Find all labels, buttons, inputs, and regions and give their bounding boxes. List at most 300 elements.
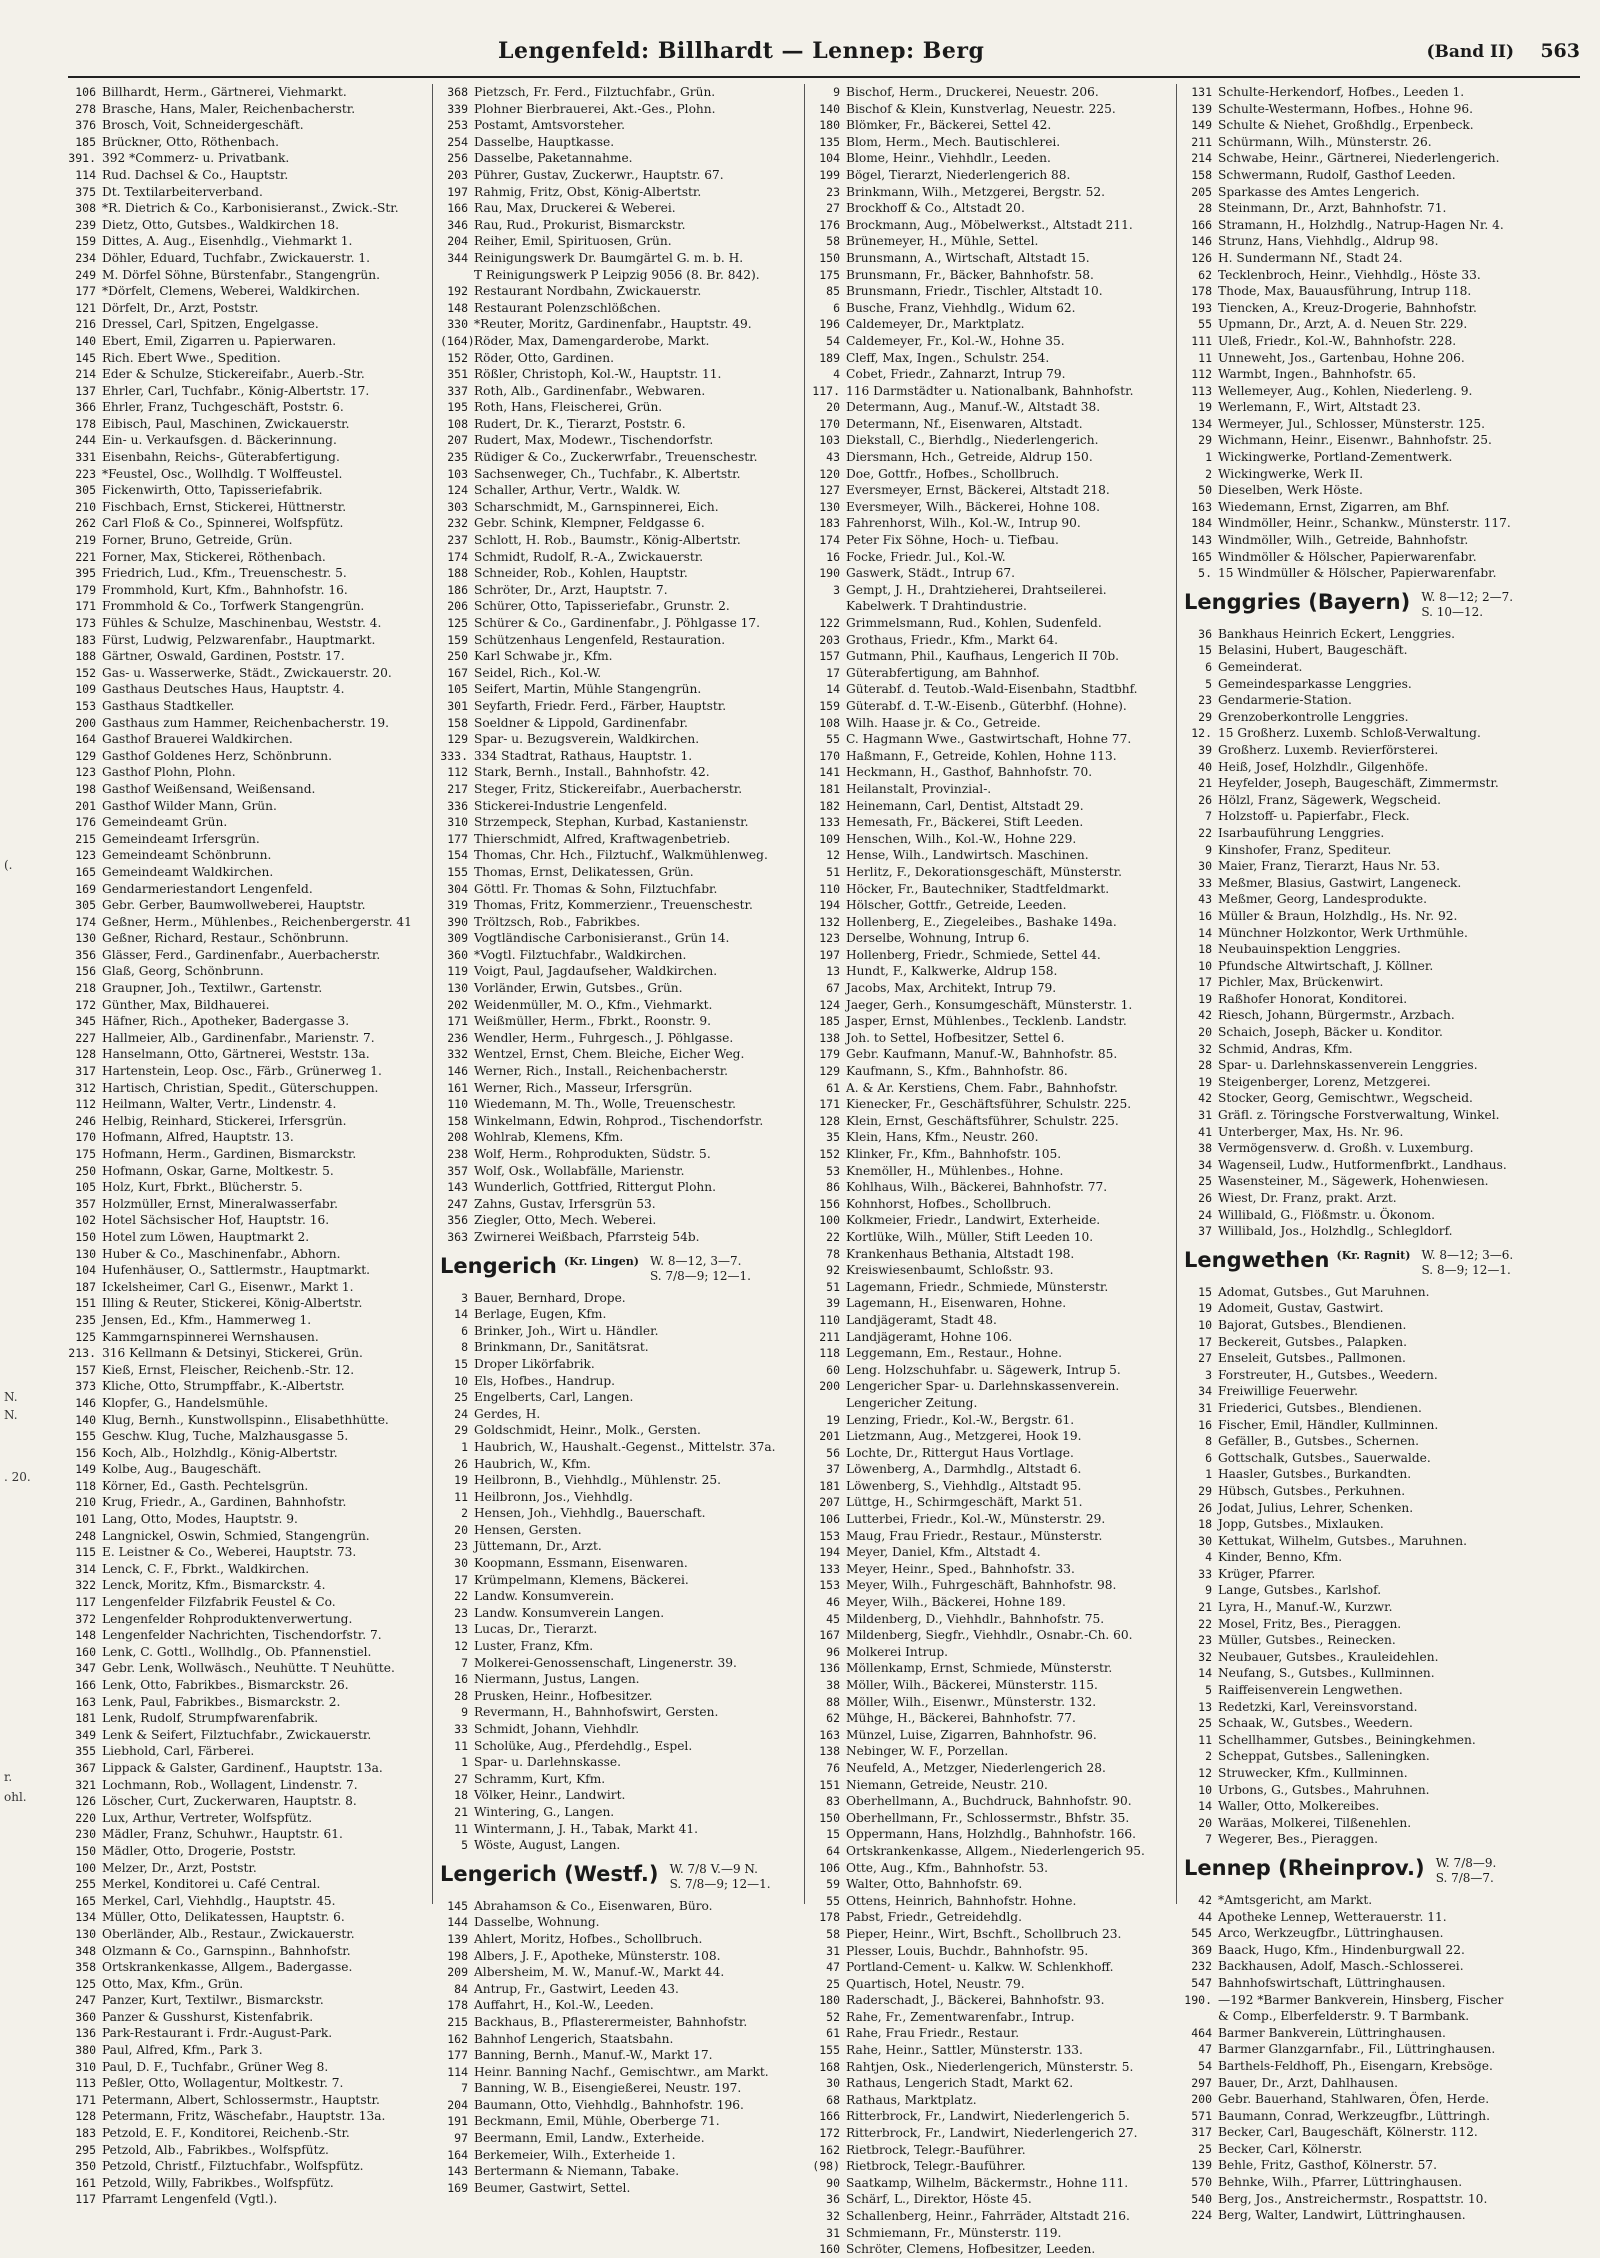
subscriber-entry: Haßmann, F., Getreide, Kohlen, Hohne 113. xyxy=(846,748,1117,763)
list-item xyxy=(440,1555,796,1572)
list-item xyxy=(68,2142,424,2159)
subscriber-entry: Berg, Jos., Anstreichermstr., Rospattstr. 10. xyxy=(1218,2191,1488,2206)
list-item xyxy=(68,1976,424,1993)
subscriber-entry: Lagemann, H., Eisenwaren, Hohne. xyxy=(846,1296,1067,1311)
phone-number: 2 xyxy=(461,1506,468,1521)
subscriber-entry: Möller, Wilh., Bäckerei, Münsterstr. 115. xyxy=(846,1678,1098,1692)
subscriber-entry: Körner, Ed., Gasth. Pechtelsgrün. xyxy=(102,1478,309,1493)
phone-number: 24 xyxy=(454,1406,468,1421)
phone-number: 170 xyxy=(819,748,840,763)
subscriber-entry: Heilanstalt, Provinzial-. xyxy=(846,781,992,796)
phone-number: 150 xyxy=(819,250,840,265)
subscriber-entry: Dasselbe, Paketannahme. xyxy=(474,151,633,166)
subscriber-entry: Riesch, Johann, Bürgermstr., Arzbach. xyxy=(1218,1008,1455,1023)
subscriber-entry: Ebert, Emil, Zigarren u. Papierwaren. xyxy=(102,333,337,348)
subscriber-entry: Günther, Max, Bildhauerei. xyxy=(102,997,270,1012)
phone-number: 305 xyxy=(75,483,96,498)
phone-number: 190. xyxy=(1184,1992,1212,2007)
subscriber-entry: Backhaus, B., Pflasterermeister, Bahnhofstr. xyxy=(474,2014,748,2029)
phone-number: 160 xyxy=(819,2242,840,2257)
subscriber-entry: Gasthof Plohn, Plohn. xyxy=(102,765,236,780)
list-item xyxy=(1184,1157,1540,1174)
phone-number: 127 xyxy=(819,483,840,498)
subscriber-entry: Löscher, Curt, Zuckerwaren, Hauptstr. 8. xyxy=(102,1794,357,1809)
phone-number: 232 xyxy=(447,516,468,531)
list-item xyxy=(1184,1107,1540,1124)
list-item xyxy=(68,366,424,383)
list-item xyxy=(68,134,424,151)
subscriber-entry: Hotel Sächsischer Hof, Hauptstr. 16. xyxy=(102,1213,330,1228)
subscriber-entry: Antrup, Fr., Gastwirt, Leeden 43. xyxy=(474,1981,679,1996)
subscriber-entry: Hundt, F., Kalkwerke, Aldrup 158. xyxy=(846,964,1058,979)
list-item xyxy=(440,1522,796,1539)
subscriber-entry: Schulte-Herkendorf, Hofbes., Leeden 1. xyxy=(1218,85,1465,99)
subscriber-entry: Berg, Walter, Landwirt, Lüttringhausen. xyxy=(1218,2208,1466,2223)
subscriber-entry: Rich. Ebert Wwe., Spedition. xyxy=(102,350,281,365)
list-item xyxy=(1184,991,1540,1008)
phone-number: 331 xyxy=(75,450,96,465)
subscriber-entry: Seidel, Rich., Kol.-W. xyxy=(474,665,602,680)
subscriber-entry: Blome, Heinr., Viehhdlr., Leeden. xyxy=(846,151,1051,166)
subscriber-entry: Münzel, Luise, Zigarren, Bahnhofstr. 96. xyxy=(846,1727,1097,1742)
list-item xyxy=(68,897,424,914)
phone-number: 167 xyxy=(447,665,468,680)
list-item xyxy=(1184,1090,1540,1107)
phone-number: 234 xyxy=(75,250,96,265)
subscriber-entry: Blömker, Fr., Bäckerei, Settel 42. xyxy=(846,118,1052,133)
phone-number: 20 xyxy=(1198,1025,1212,1040)
list-item xyxy=(68,1262,424,1279)
list-item xyxy=(1184,101,1540,118)
phone-number: 32 xyxy=(826,2209,840,2223)
subscriber-entry: Apotheke Lennep, Wetterauerstr. 11. xyxy=(1218,1909,1447,1924)
list-item xyxy=(812,383,1168,400)
phone-number: 26 xyxy=(454,1456,468,1471)
phone-number: 121 xyxy=(75,300,96,315)
list-item xyxy=(440,648,796,665)
list-item xyxy=(812,1163,1168,1180)
list-item xyxy=(1184,200,1540,217)
list-item xyxy=(1184,2058,1540,2075)
subscriber-entry: Bauer, Bernhard, Drope. xyxy=(474,1290,626,1305)
list-item xyxy=(812,466,1168,483)
phone-number: 22 xyxy=(1198,825,1212,840)
list-item xyxy=(812,316,1168,333)
phone-number: 305 xyxy=(75,898,96,913)
phone-number: 571 xyxy=(1191,2108,1212,2123)
phone-number: 390 xyxy=(447,914,468,929)
phone-number: 103 xyxy=(819,433,840,448)
phone-number: 112 xyxy=(447,765,468,780)
phone-number: 11 xyxy=(454,1821,468,1836)
phone-number: 114 xyxy=(75,167,96,182)
subscriber-entry: Großherz. Luxemb. Revierförsterei. xyxy=(1218,742,1439,757)
subscriber-entry: Kabelwerk. T Drahtindustrie. xyxy=(846,599,1027,614)
list-item xyxy=(812,814,1168,831)
subscriber-entry: *Amtsgericht, am Markt. xyxy=(1218,1892,1373,1907)
list-item xyxy=(812,1063,1168,1080)
phone-number: 118 xyxy=(819,1346,840,1361)
list-item xyxy=(440,1655,796,1672)
list-item xyxy=(812,2025,1168,2042)
list-item xyxy=(440,84,796,101)
list-item xyxy=(1184,184,1540,201)
phone-number: 11 xyxy=(454,1738,468,1753)
phone-number: 125 xyxy=(75,1976,96,1991)
subscriber-entry: Rüdiger & Co., Zuckerwrfabr., Treuenschestr. xyxy=(474,450,758,465)
phone-number: 42 xyxy=(1198,1892,1212,1907)
phone-number: 14 xyxy=(826,682,840,697)
phone-number: 570 xyxy=(1191,2175,1212,2190)
phone-number: 332 xyxy=(447,1047,468,1062)
subscriber-entry: Hübsch, Gutsbes., Perkuhnen. xyxy=(1218,1483,1406,1498)
list-item xyxy=(68,1743,424,1760)
list-item xyxy=(812,1146,1168,1163)
subscriber-entry: Haubrich, W., Kfm. xyxy=(474,1456,591,1471)
subscriber-entry: Walter, Otto, Bahnhofstr. 69. xyxy=(846,1877,1023,1892)
phone-number: 180 xyxy=(819,118,840,133)
list-item xyxy=(1184,709,1540,726)
subscriber-entry: Rahe, Frau Friedr., Restaur. xyxy=(846,2026,1020,2041)
list-item xyxy=(440,1821,796,1838)
list-item xyxy=(1184,350,1540,367)
list-item xyxy=(1184,1632,1540,1649)
subscriber-entry: Ottens, Heinrich, Bahnhofstr. Hohne. xyxy=(846,1893,1077,1908)
phone-number: 238 xyxy=(447,1147,468,1161)
phone-number: 19 xyxy=(1198,1301,1212,1316)
phone-number: 153 xyxy=(819,1578,840,1593)
subscriber-entry: *R. Dietrich & Co., Karbonisieranst., Zwick.-Str. xyxy=(102,201,399,216)
phone-number: 183 xyxy=(75,2126,96,2141)
phone-number: 169 xyxy=(75,881,96,896)
subscriber-entry: Rathaus, Marktplatz. xyxy=(846,2092,977,2107)
list-item xyxy=(812,2042,1168,2059)
subscriber-entry: Lippack & Galster, Gardinenf., Hauptstr. 13a. xyxy=(102,1760,383,1775)
phone-number: 148 xyxy=(75,1628,96,1643)
list-item xyxy=(1184,1124,1540,1141)
list-item xyxy=(1184,1925,1540,1942)
phone-number: 26 xyxy=(1198,1191,1212,1205)
list-item xyxy=(1184,2025,1540,2042)
subscriber-entry: Fischbach, Ernst, Stickerei, Hüttnerstr. xyxy=(102,499,347,514)
list-item xyxy=(68,1893,424,1910)
phone-number: 5 xyxy=(1205,676,1212,691)
phone-number: 30 xyxy=(454,1556,468,1571)
phone-number: 22 xyxy=(1198,1616,1212,1631)
list-item xyxy=(440,250,796,267)
phone-number: 230 xyxy=(75,1827,96,1842)
list-item xyxy=(68,2125,424,2142)
subscriber-entry: Brinker, Joh., Wirt u. Händler. xyxy=(474,1323,659,1338)
list-item xyxy=(440,1914,796,1931)
list-item xyxy=(1184,1074,1540,1091)
list-item xyxy=(440,217,796,234)
list-item xyxy=(68,2042,424,2059)
list-item xyxy=(440,2080,796,2097)
list-item xyxy=(812,1262,1168,1279)
subscriber-entry: Hölscher, Gottfr., Getreide, Leeden. xyxy=(846,898,1067,913)
phone-number: 31 xyxy=(826,2225,840,2240)
list-item xyxy=(1184,267,1540,284)
list-item xyxy=(440,1406,796,1423)
list-item xyxy=(1184,1566,1540,1583)
subscriber-entry: Ritterbrock, Fr., Landwirt, Niederlengerich 5. xyxy=(846,2109,1130,2124)
phone-number: 171 xyxy=(75,2092,96,2107)
list-item xyxy=(440,582,796,599)
subscriber-entry: Panzer & Gusshurst, Kistenfabrik. xyxy=(102,2009,314,2024)
subscriber-entry: Waräas, Molkerei, Tilßenehlen. xyxy=(1218,1815,1412,1830)
phone-number: 303 xyxy=(447,499,468,514)
subscriber-entry: Meyer, Wilh., Bäckerei, Hohne 189. xyxy=(846,1595,1066,1610)
subscriber-entry: Landjägeramt, Hohne 106. xyxy=(846,1329,1013,1344)
list-item xyxy=(812,1677,1168,1694)
list-item xyxy=(68,184,424,201)
phone-number: 51 xyxy=(826,1279,840,1294)
phone-number: 160 xyxy=(75,1644,96,1659)
list-item xyxy=(812,963,1168,980)
subscriber-entry: Jodat, Julius, Lehrer, Schenken. xyxy=(1218,1500,1414,1515)
subscriber-entry: Spar- u. Bezugsverein, Waldkirchen. xyxy=(474,732,700,747)
subscriber-entry: Holzstoff- u. Papierfabr., Fleck. xyxy=(1218,809,1410,824)
list-item xyxy=(812,250,1168,267)
subscriber-entry: Rau, Rud., Prokurist, Bismarckstr. xyxy=(474,217,686,232)
phone-number: 174 xyxy=(819,533,840,548)
phone-number: 18 xyxy=(1198,1517,1212,1532)
subscriber-entry: Werner, Rich., Install., Reichenbacherstr. xyxy=(474,1064,729,1079)
list-item xyxy=(68,1096,424,1113)
phone-number: 4 xyxy=(833,367,840,382)
list-item xyxy=(440,1373,796,1390)
phone-number: 149 xyxy=(1191,118,1212,133)
list-item xyxy=(440,1997,796,2014)
phone-number: 128 xyxy=(75,2109,96,2124)
list-item xyxy=(1184,1715,1540,1732)
phone-number: 204 xyxy=(447,2097,468,2112)
subscriber-entry: Krümpelmann, Klemens, Bäckerei. xyxy=(474,1572,689,1587)
phone-number: 29 xyxy=(1198,1483,1212,1498)
phone-number: 227 xyxy=(75,1030,96,1045)
subscriber-entry: Seifert, Martin, Mühle Stangengrün. xyxy=(474,682,702,697)
subscriber-entry: Gendarmeriestandort Lengenfeld. xyxy=(102,881,313,896)
phone-number: 176 xyxy=(819,217,840,232)
subscriber-entry: Lange, Gutsbes., Karlshof. xyxy=(1218,1583,1382,1598)
phone-number: 197 xyxy=(819,947,840,962)
subscriber-entry: Mildenberg, Siegfr., Viehhdlr., Osnabr.-Ch. 60. xyxy=(846,1628,1133,1643)
phone-number: 76 xyxy=(826,1760,840,1775)
list-item xyxy=(68,798,424,815)
list-item xyxy=(812,2092,1168,2109)
phone-number: 101 xyxy=(75,1512,96,1527)
phone-number: 35 xyxy=(826,1130,840,1145)
phone-number: 9 xyxy=(833,85,840,99)
list-item xyxy=(812,2075,1168,2092)
subscriber-entry: Becker, Carl, Baugeschäft, Kölnerstr. 112. xyxy=(1218,2125,1478,2140)
list-item xyxy=(68,930,424,947)
phone-number: 12. xyxy=(1191,726,1212,741)
subscriber-entry: Blom, Herm., Mech. Bautischlerei. xyxy=(846,134,1061,149)
subscriber-entry: Molkerei-Genossenschaft, Lingenerstr. 39. xyxy=(474,1655,737,1670)
list-item xyxy=(1184,1334,1540,1351)
list-item xyxy=(1184,1831,1540,1848)
subscriber-entry: Schulte-Westermann, Hofbes., Hohne 96. xyxy=(1218,101,1474,116)
list-item xyxy=(1184,1942,1540,1959)
list-item xyxy=(440,914,796,931)
phone-number: 36 xyxy=(826,2192,840,2207)
subscriber-entry: Restaurant Polenzschlößchen. xyxy=(474,300,661,315)
subscriber-entry: Gebr. Gerber, Baumwollweberei, Hauptstr. xyxy=(102,898,366,913)
list-item xyxy=(812,2125,1168,2142)
list-item xyxy=(68,117,424,134)
phone-number: 19 xyxy=(1198,991,1212,1006)
phone-number: 25 xyxy=(1198,1174,1212,1189)
phone-number: 61 xyxy=(826,2026,840,2041)
phone-number: 10 xyxy=(1198,958,1212,973)
list-item xyxy=(1184,676,1540,693)
list-item xyxy=(1184,399,1540,416)
list-item xyxy=(812,1544,1168,1561)
list-item xyxy=(440,864,796,881)
phone-number: 113 xyxy=(75,2076,96,2091)
subscriber-entry: Park-Restaurant i. Frdr.-August-Park. xyxy=(102,2026,333,2041)
list-item xyxy=(68,1080,424,1097)
phone-number: 155 xyxy=(75,1429,96,1444)
phone-number: 337 xyxy=(447,383,468,398)
phone-number: 178 xyxy=(75,416,96,431)
subscriber-entry: Pichler, Max, Brückenwirt. xyxy=(1218,975,1384,990)
phone-number: 117 xyxy=(75,2192,96,2207)
list-item xyxy=(440,798,796,815)
subscriber-entry: Unterberger, Max, Hs. Nr. 96. xyxy=(1218,1124,1404,1139)
list-item xyxy=(812,1943,1168,1960)
subscriber-entry: Wasensteiner, M., Sägewerk, Hohenwiesen. xyxy=(1218,1174,1489,1189)
phone-number: 138 xyxy=(819,1744,840,1759)
list-item xyxy=(440,366,796,383)
phone-number: 9 xyxy=(461,1705,468,1720)
phone-number: 180 xyxy=(819,1993,840,2008)
subscriber-entry: Schramm, Kurt, Kfm. xyxy=(474,1771,606,1786)
subscriber-entry: Gerdes, H. xyxy=(474,1406,541,1421)
subscriber-entry: Peter Fix Söhne, Hoch- u. Tiefbau. xyxy=(846,533,1059,548)
subscriber-entry: Zahns, Gustav, Irfersgrün 53. xyxy=(474,1196,656,1211)
subscriber-entry: Adomat, Gutsbes., Gut Maruhnen. xyxy=(1218,1284,1430,1299)
phone-number: 158 xyxy=(447,715,468,730)
list-item xyxy=(1184,1975,1540,1992)
list-item xyxy=(1184,1992,1540,2009)
phone-number: 166 xyxy=(1191,217,1212,232)
list-item xyxy=(440,549,796,566)
list-item xyxy=(440,1229,796,1246)
phone-number: 203 xyxy=(447,167,468,182)
subscriber-entry: Mühge, H., Bäckerei, Bahnhofstr. 77. xyxy=(846,1711,1076,1726)
list-item xyxy=(812,2208,1168,2225)
subscriber-entry: Becker, Carl, Kölnerstr. xyxy=(1218,2141,1363,2156)
subscriber-entry: Pfundsche Altwirtschaft, J. Köllner. xyxy=(1218,958,1434,973)
phone-number: 37 xyxy=(826,1462,840,1477)
phone-number: 191 xyxy=(447,2114,468,2129)
list-item xyxy=(440,184,796,201)
subscriber-entry: Forner, Bruno, Getreide, Grün. xyxy=(102,533,293,548)
list-item xyxy=(812,1212,1168,1229)
list-item xyxy=(68,1992,424,2009)
phone-number: 122 xyxy=(819,616,840,630)
phone-number: 125 xyxy=(447,616,468,630)
subscriber-entry: Kliche, Otto, Strumpffabr., K.-Albertstr. xyxy=(102,1379,345,1394)
phone-number: 247 xyxy=(447,1196,468,1211)
phone-number: 34 xyxy=(1198,1157,1212,1172)
phone-number: 134 xyxy=(1191,416,1212,431)
list-item xyxy=(68,1511,424,1528)
phone-number: 19 xyxy=(454,1473,468,1488)
subscriber-entry: Lagemann, Friedr., Schmiede, Münsterstr. xyxy=(846,1279,1109,1294)
phone-number: 156 xyxy=(75,1445,96,1460)
subscriber-entry: Maier, Franz, Tierarzt, Haus Nr. 53. xyxy=(1218,859,1441,874)
phone-number: 9 xyxy=(1205,1583,1212,1598)
subscriber-entry: Revermann, H., Bahnhofswirt, Gersten. xyxy=(474,1705,719,1720)
phone-number: 130 xyxy=(819,499,840,514)
phone-number: 136 xyxy=(819,1661,840,1676)
list-item xyxy=(812,449,1168,466)
list-item xyxy=(68,963,424,980)
margin-mark: ohl. xyxy=(4,1790,27,1804)
phone-number: 32 xyxy=(1198,1041,1212,1056)
subscriber-entry: Gasthof Goldenes Herz, Schönbrunn. xyxy=(102,748,332,763)
list-item xyxy=(812,897,1168,914)
subscriber-entry: Bahnhofswirtschaft, Lüttringhausen. xyxy=(1218,1975,1446,1990)
subscriber-entry: Auffahrt, H., Kol.-W., Leeden. xyxy=(474,1998,654,2013)
subscriber-entry: Lang, Otto, Modes, Hauptstr. 9. xyxy=(102,1512,298,1527)
phone-number: 310 xyxy=(75,2059,96,2074)
list-item xyxy=(440,1948,796,1965)
hours-weekday: W. 8—12, 3—7. xyxy=(650,1253,742,1268)
list-item xyxy=(812,117,1168,134)
phone-number: 106 xyxy=(75,85,96,99)
phone-number: 104 xyxy=(75,1263,96,1278)
phone-number: 96 xyxy=(826,1644,840,1659)
subscriber-entry: Lenck, Moritz, Kfm., Bismarckstr. 4. xyxy=(102,1578,326,1593)
phone-number: 183 xyxy=(75,632,96,647)
phone-number: 164 xyxy=(447,2147,468,2162)
list-item xyxy=(1184,1699,1540,1716)
lengerich-westf-continued xyxy=(1184,84,1540,582)
list-item xyxy=(68,350,424,367)
list-item xyxy=(812,84,1168,101)
list-item xyxy=(1184,1732,1540,1749)
list-item xyxy=(68,2175,424,2192)
subscriber-entry: Hotel zum Löwen, Hauptmarkt 2. xyxy=(102,1229,310,1244)
subscriber-entry: Neufeld, A., Metzger, Niederlengerich 28. xyxy=(846,1760,1106,1775)
subscriber-entry: Wermeyer, Jul., Schlosser, Münsterstr. 125. xyxy=(1218,416,1486,431)
list-item xyxy=(440,963,796,980)
phone-number: 166 xyxy=(447,201,468,216)
subscriber-entry: Gottschalk, Gutsbes., Sauerwalde. xyxy=(1218,1450,1431,1465)
list-item xyxy=(68,1146,424,1163)
subscriber-entry: Carl Floß & Co., Spinnerei, Wolfspfütz. xyxy=(102,516,344,531)
subscriber-entry: Hollenberg, E., Ziegeleibes., Bashake 149a. xyxy=(846,914,1117,929)
subscriber-entry: Pieper, Heinr., Wirt, Bschft., Schollbruch 23. xyxy=(846,1926,1122,1941)
subscriber-entry: Freiwillige Feuerwehr. xyxy=(1218,1384,1359,1399)
list-item xyxy=(440,632,796,649)
phone-number: 55 xyxy=(826,1893,840,1908)
lengerich-westf-list xyxy=(440,1898,796,2197)
list-item xyxy=(812,300,1168,317)
phone-number: 126 xyxy=(1191,250,1212,265)
list-item xyxy=(1184,2124,1540,2141)
list-item xyxy=(68,1378,424,1395)
list-item xyxy=(1184,842,1540,859)
phone-number: 162 xyxy=(819,2142,840,2157)
phone-number: 247 xyxy=(75,1993,96,2008)
list-item xyxy=(440,1588,796,1605)
